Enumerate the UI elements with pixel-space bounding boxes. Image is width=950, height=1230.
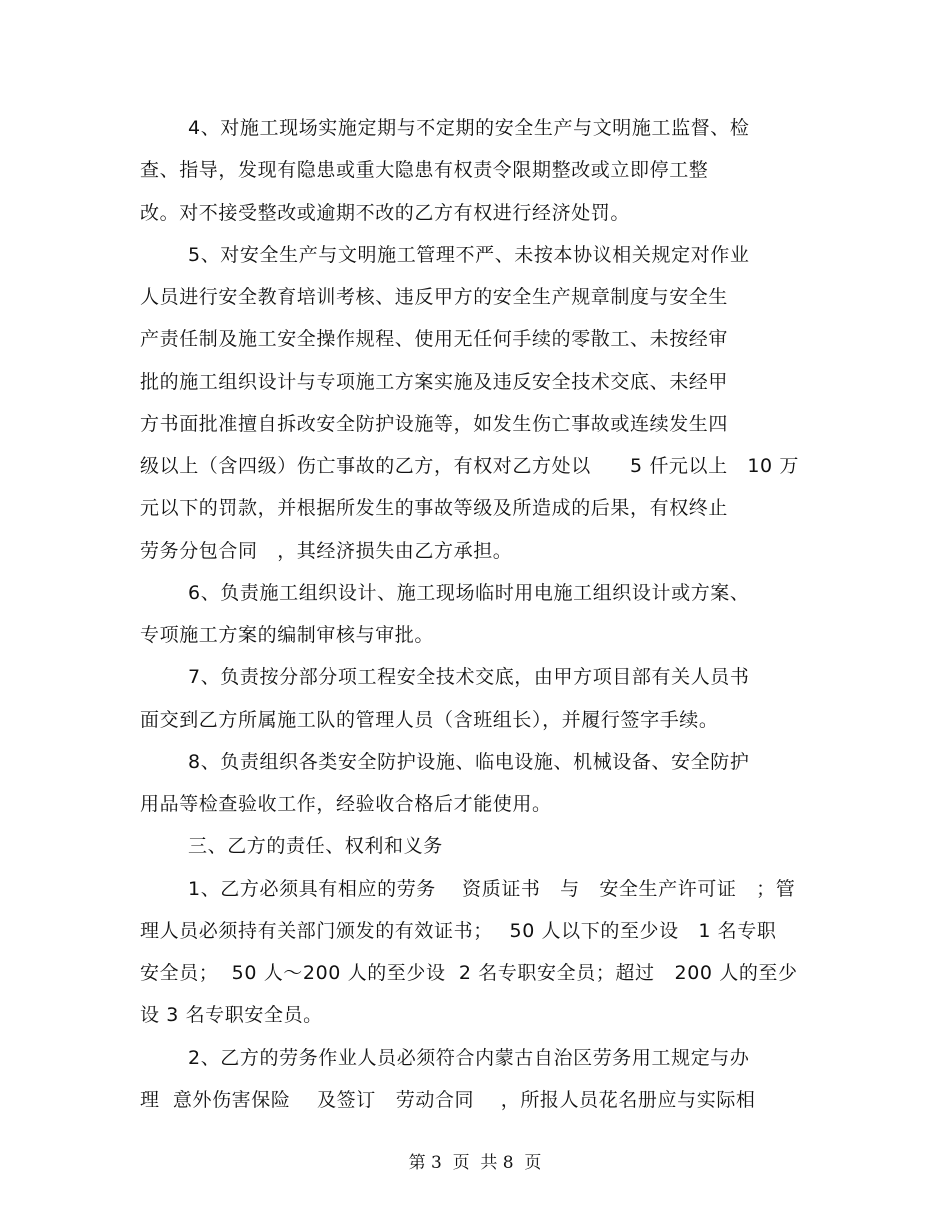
paragraph-line: 查、指导，发现有隐患或重大隐患有权责令限期整改或立即停工整 (140, 159, 709, 181)
section-heading: 三、乙方的责任、权利和义务 (188, 835, 443, 857)
paragraph-line: 5、对安全生产与文明施工管理不严、未按本协议相关规定对作业 (188, 244, 750, 266)
paragraph-line: 批的施工组织设计与专项施工方案实施及违反安全技术交底、未经甲 (140, 371, 729, 393)
paragraph-line: 理人员必须持有关部门颁发的有效证书； 50 人以下的至少设 1 名专职 (140, 920, 777, 942)
paragraph-line: 产责任制及施工安全操作规程、使用无任何手续的零散工、未按经审 (140, 328, 729, 350)
paragraph-line: 用品等检查验收工作，经验收合格后才能使用。 (140, 793, 552, 815)
page-footer: 第 3 页 共 8 页 (408, 1153, 542, 1173)
paragraph-line: 7、负责按分部分项工程安全技术交底，由甲方项目部有关人员书 (188, 666, 750, 688)
paragraph-line: 人员进行安全教育培训考核、违反甲方的安全生产规章制度与安全生 (140, 286, 729, 308)
paragraph-line: 4、对施工现场实施定期与不定期的安全生产与文明施工监督、检 (188, 117, 750, 139)
paragraph-line: 6、负责施工组织设计、施工现场临时用电施工组织设计或方案、 (188, 582, 750, 604)
paragraph-line: 8、负责组织各类安全防护设施、临电设施、机械设备、安全防护 (188, 751, 750, 773)
paragraph-line: 理 意外伤害保险 及签订 劳动合同 ，所报人员花名册应与实际相 (140, 1089, 756, 1111)
paragraph-line: 2、乙方的劳务作业人员必须符合内蒙古自治区劳务用工规定与办 (188, 1047, 750, 1069)
paragraph-line: 元以下的罚款，并根据所发生的事故等级及所造成的后果，有权终止 (140, 497, 729, 519)
paragraph-line: 1、乙方必须具有相应的劳务 资质证书 与 安全生产许可证 ；管 (188, 878, 796, 900)
paragraph-line: 级以上（含四级）伤亡事故的乙方，有权对乙方处以 5 仟元以上 10 万 (140, 455, 799, 477)
paragraph-line: 专项施工方案的编制审核与审批。 (140, 624, 435, 646)
paragraph-line: 劳务分包合同 ，其经济损失由乙方承担。 (140, 540, 513, 562)
paragraph-line: 设 3 名专职安全员。 (140, 1004, 323, 1026)
paragraph-line: 改。对不接受整改或逾期不改的乙方有权进行经济处罚。 (140, 202, 631, 224)
paragraph-line: 面交到乙方所属施工队的管理人员（含班组长），并履行签字手续。 (140, 709, 719, 731)
paragraph-line: 安全员； 50 人～200 人的至少设 2 名专职安全员；超过 200 人的至少 (140, 962, 798, 984)
paragraph-line: 方书面批准擅自拆改安全防护设施等，如发生伤亡事故或连续发生四 (140, 413, 729, 435)
